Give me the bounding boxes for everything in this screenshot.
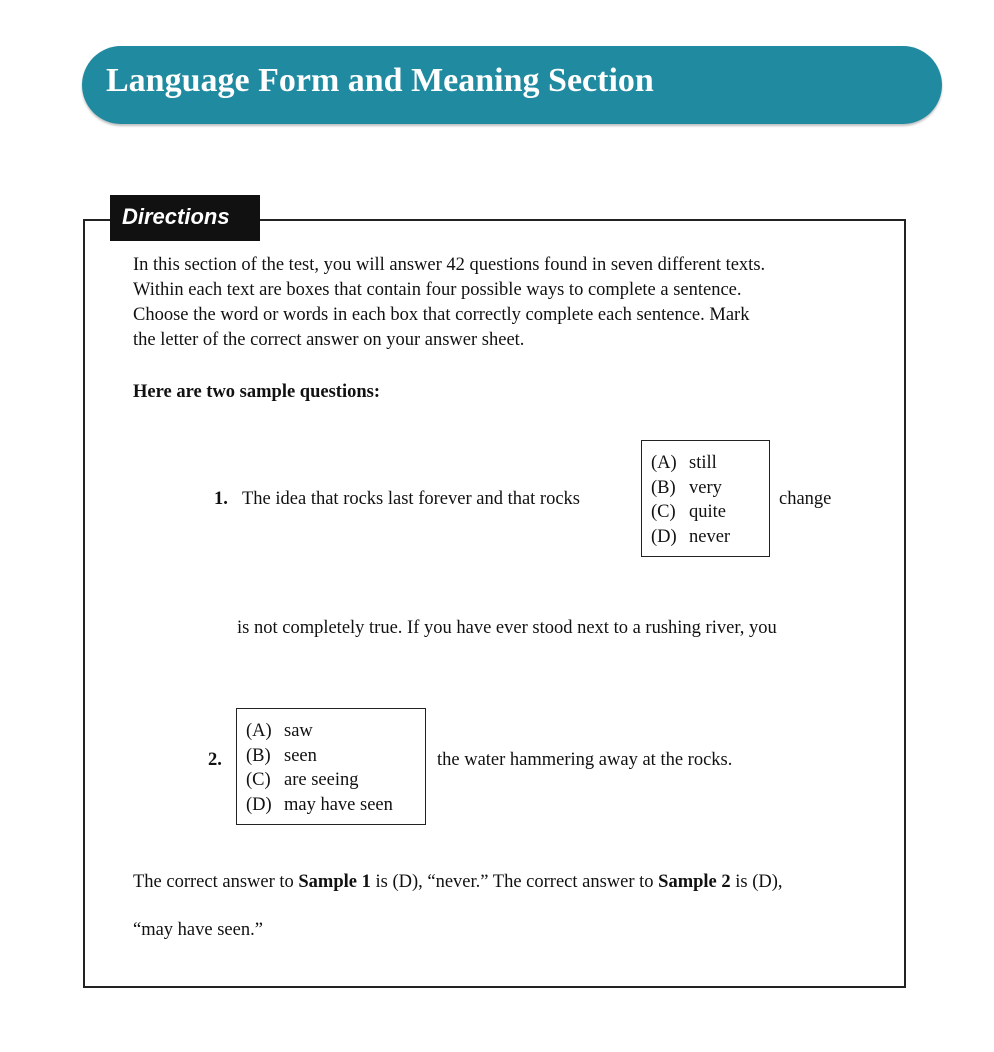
option-d[interactable]: (D) may have seen [246, 794, 393, 815]
question-1-options [641, 440, 770, 557]
question-2-text-after: the water hammering away at the rocks. [437, 750, 733, 770]
directions-line: the letter of the correct answer on your answer sheet. [133, 330, 525, 350]
answer-explanation-line-1: The correct answer to Sample 1 is (D), “never.” The correct answer to Sample 2 is (D), [133, 872, 783, 892]
directions-text [133, 253, 873, 353]
question-2-options [236, 708, 426, 825]
directions-label: Directions [110, 195, 260, 241]
question-1-number: 1. [214, 489, 228, 509]
answer-explanation-line-2: “may have seen.” [133, 920, 263, 940]
section-banner [82, 46, 942, 124]
option-a[interactable]: (A) still [651, 453, 717, 473]
continuation-text: is not completely true. If you have ever stood next to a rushing river, you [237, 618, 777, 638]
question-2-number: 2. [208, 750, 222, 770]
directions-line: Choose the word or words in each box that correctly complete each sentence. Mark [133, 305, 750, 325]
section-title: Language Form and Meaning Section [106, 62, 654, 99]
question-1-text-before: The idea that rocks last forever and that rocks [242, 489, 581, 509]
option-a[interactable]: (A) saw [246, 721, 313, 741]
directions-line: Within each text are boxes that contain four possible ways to complete a sentence. [133, 280, 742, 300]
option-b[interactable]: (B) very [651, 477, 722, 498]
directions-line: In this section of the test, you will answer 42 questions found in seven different texts. [133, 255, 766, 275]
sample-heading: Here are two sample questions: [133, 382, 380, 402]
option-c[interactable]: (C) are seeing [246, 770, 359, 790]
option-d[interactable]: (D) never [651, 526, 731, 547]
option-c[interactable]: (C) quite [651, 502, 726, 522]
option-b[interactable]: (B) seen [246, 745, 317, 766]
question-1-text-after: change [779, 489, 832, 509]
